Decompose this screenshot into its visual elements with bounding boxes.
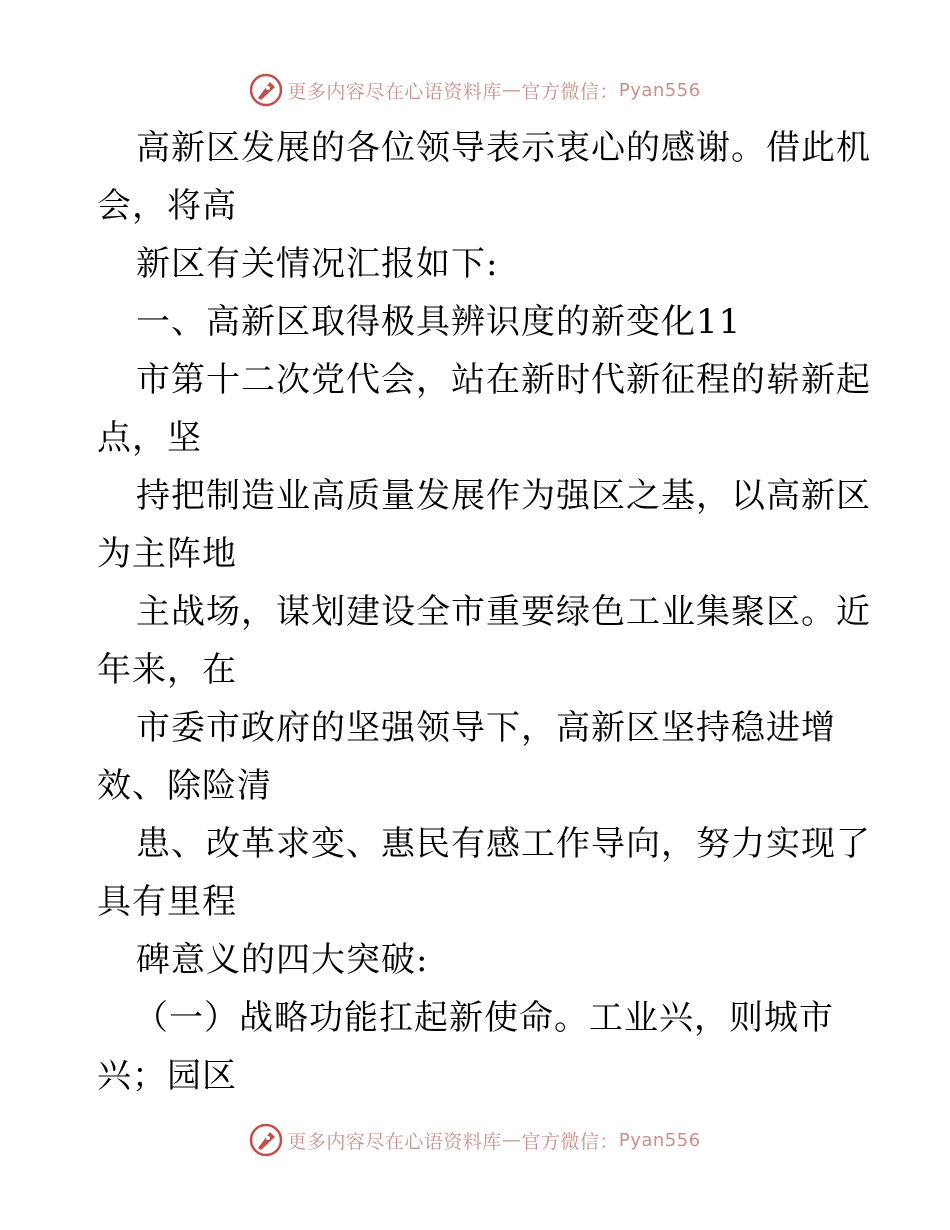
text-line: 新区有关情况汇报如下: — [136, 244, 499, 284]
text-line: 持把制造业高质量发展作为强区之基，以高新区 — [136, 476, 871, 516]
watermark-wechat-id: Pyan556 — [618, 79, 701, 101]
subsection-heading: （一）战略功能扛起新使命。工业兴，则城市 — [134, 998, 834, 1038]
watermark-main-text: 更多内容尽在心语资料库 — [287, 80, 502, 103]
text-line: 年来，在 — [97, 650, 237, 690]
section-heading: 一、高新区取得极具辨识度的新变化11 — [136, 302, 742, 342]
header-watermark — [0, 70, 950, 110]
watermark-separator: — — [501, 1129, 522, 1151]
text-line: 主战场，谋划建设全市重要绿色工业集聚区。近 — [136, 592, 871, 632]
watermark-official-label: 官方微信： — [521, 80, 619, 103]
text-line: 会，将高 — [97, 186, 237, 226]
watermark-separator: — — [501, 79, 522, 101]
text-line: 高新区发展的各位领导表示衷心的感谢。借此机 — [136, 128, 871, 168]
watermark-text — [287, 77, 700, 104]
text-line: 为主阵地 — [97, 534, 237, 574]
pen-nib-logo-icon — [249, 1123, 283, 1157]
watermark-text — [287, 1127, 700, 1154]
text-line: 兴；园区 — [97, 1056, 237, 1096]
pen-nib-logo-icon — [249, 73, 283, 107]
text-line: 效、除险清 — [97, 766, 272, 806]
text-line: 患、改革求变、惠民有感工作导向，努力实现了 — [136, 824, 871, 864]
text-line: 市委市政府的坚强领导下，高新区坚持稳进增 — [136, 708, 836, 748]
text-line: 点，坚 — [97, 418, 202, 458]
watermark-official-label: 官方微信： — [521, 1130, 619, 1153]
text-line: 碑意义的四大突破: — [136, 940, 429, 980]
text-line: 市第十二次党代会，站在新时代新征程的崭新起 — [136, 360, 871, 400]
watermark-main-text: 更多内容尽在心语资料库 — [287, 1130, 502, 1153]
text-line: 具有里程 — [97, 882, 237, 922]
footer-watermark — [0, 1120, 950, 1160]
watermark-wechat-id: Pyan556 — [618, 1129, 701, 1151]
